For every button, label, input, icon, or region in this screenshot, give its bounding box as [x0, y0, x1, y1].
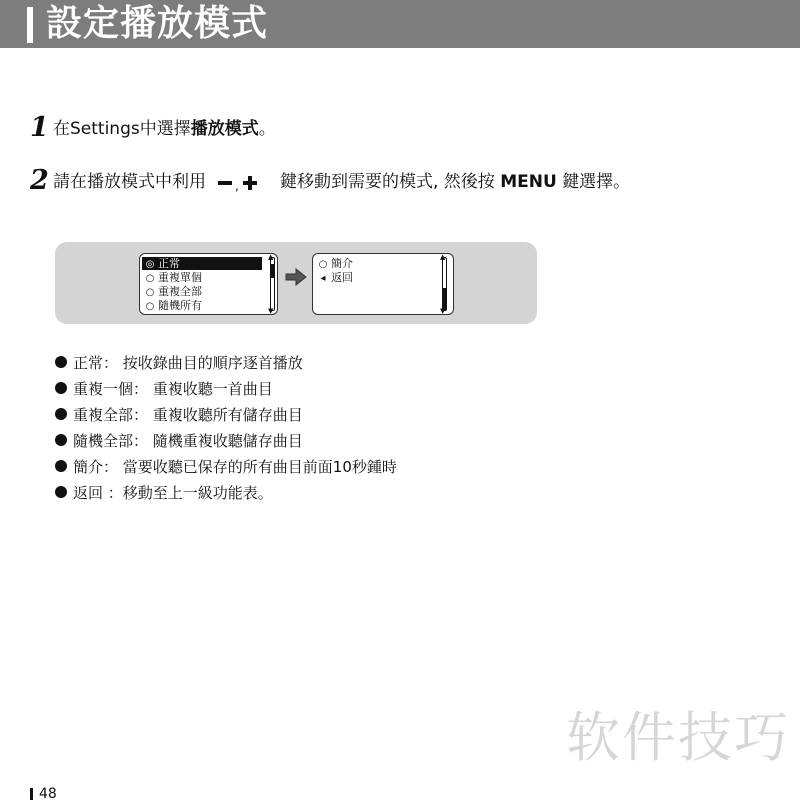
bullet-icon: [55, 434, 67, 446]
description: 當要收聽已保存的所有曲目前面10秒鍾時: [122, 458, 397, 476]
radio-icon: ○: [318, 259, 328, 270]
menu-item-label: 重複全部: [158, 285, 202, 298]
term: 正常：: [73, 354, 119, 372]
menu-item: [142, 271, 262, 284]
step-text-part: 鍵選擇。: [562, 172, 631, 192]
scroll-down-arrow-icon: ▼: [440, 307, 446, 315]
page-number-text: 48: [39, 786, 57, 802]
menu-item-label: 重複單個: [158, 271, 202, 284]
step-text-part: 在Settings中選擇: [53, 119, 191, 139]
menu-item-label: 隨機所有: [158, 299, 202, 312]
menu-item-label: 簡介: [331, 257, 353, 270]
page-header: [0, 0, 800, 48]
back-icon: ◂: [320, 273, 326, 284]
bullet-icon: [55, 408, 67, 420]
mode-description-list: [55, 352, 397, 508]
term: 返回: [73, 484, 104, 502]
list-item: [55, 482, 397, 508]
menu-item-label: 返回: [331, 271, 353, 284]
radio-icon: ○: [145, 301, 155, 312]
term: 隨機全部：: [73, 432, 149, 450]
right-arrow-icon: [285, 266, 307, 288]
bullet-icon: [55, 460, 67, 472]
description: 重複收聽一首曲目: [152, 380, 273, 398]
term: 重複一個：: [73, 380, 149, 398]
menu-item: [142, 257, 262, 270]
list-item: [55, 378, 397, 404]
description: 按收錄曲目的順序逐首播放: [122, 354, 303, 372]
device-screen-next-page: [312, 253, 454, 315]
menu-item: [315, 271, 435, 284]
description: ：移動至上一級功能表。: [107, 484, 273, 502]
list-item: [55, 404, 397, 430]
step-text: [53, 117, 276, 141]
radio-selected-icon: ◎: [145, 259, 155, 270]
step-text-part: 請在播放模式中利用: [53, 172, 206, 192]
step-number: 2: [30, 165, 49, 196]
bullet-icon: [55, 356, 67, 368]
page-title: 設定播放模式: [46, 3, 269, 44]
list-item: [55, 456, 397, 482]
bullet-icon: [55, 486, 67, 498]
screen-diagram: [55, 242, 537, 324]
term: 重複全部：: [73, 406, 149, 424]
header-accent-bar: [27, 7, 33, 43]
step-text-bold: 播放模式: [190, 119, 259, 139]
list-item: [55, 352, 397, 378]
scroll-up-arrow-icon: ▲: [440, 253, 446, 261]
list-item: [55, 430, 397, 456]
scrollbar: [440, 253, 447, 315]
scroll-up-arrow-icon: ▲: [268, 253, 274, 261]
watermark: 软件技巧: [566, 706, 790, 769]
page-number-mark: [30, 788, 33, 800]
description: 重複收聽所有儲存曲目: [152, 406, 303, 424]
description: 隨機重複收聽儲存曲目: [152, 432, 303, 450]
menu-item: [142, 285, 262, 298]
radio-icon: ○: [145, 273, 155, 284]
step-text-part: 。: [258, 119, 276, 139]
radio-icon: ○: [145, 287, 155, 298]
term: 簡介：: [73, 458, 119, 476]
scroll-thumb: [270, 264, 275, 278]
minus-plus-keys-icon: ,: [218, 173, 266, 191]
menu-item: [315, 257, 435, 270]
step-text: [53, 170, 630, 194]
bullet-icon: [55, 382, 67, 394]
menu-item: [142, 299, 262, 312]
menu-item-label: 正常: [158, 257, 180, 270]
scrollbar: [268, 253, 275, 315]
step-number: 1: [30, 112, 49, 143]
device-screen-play-mode: [139, 253, 278, 315]
menu-key-label: MENU: [500, 172, 557, 192]
scroll-down-arrow-icon: ▼: [268, 307, 274, 315]
step-text-part: 鍵移動到需要的模式, 然後按: [280, 172, 495, 192]
